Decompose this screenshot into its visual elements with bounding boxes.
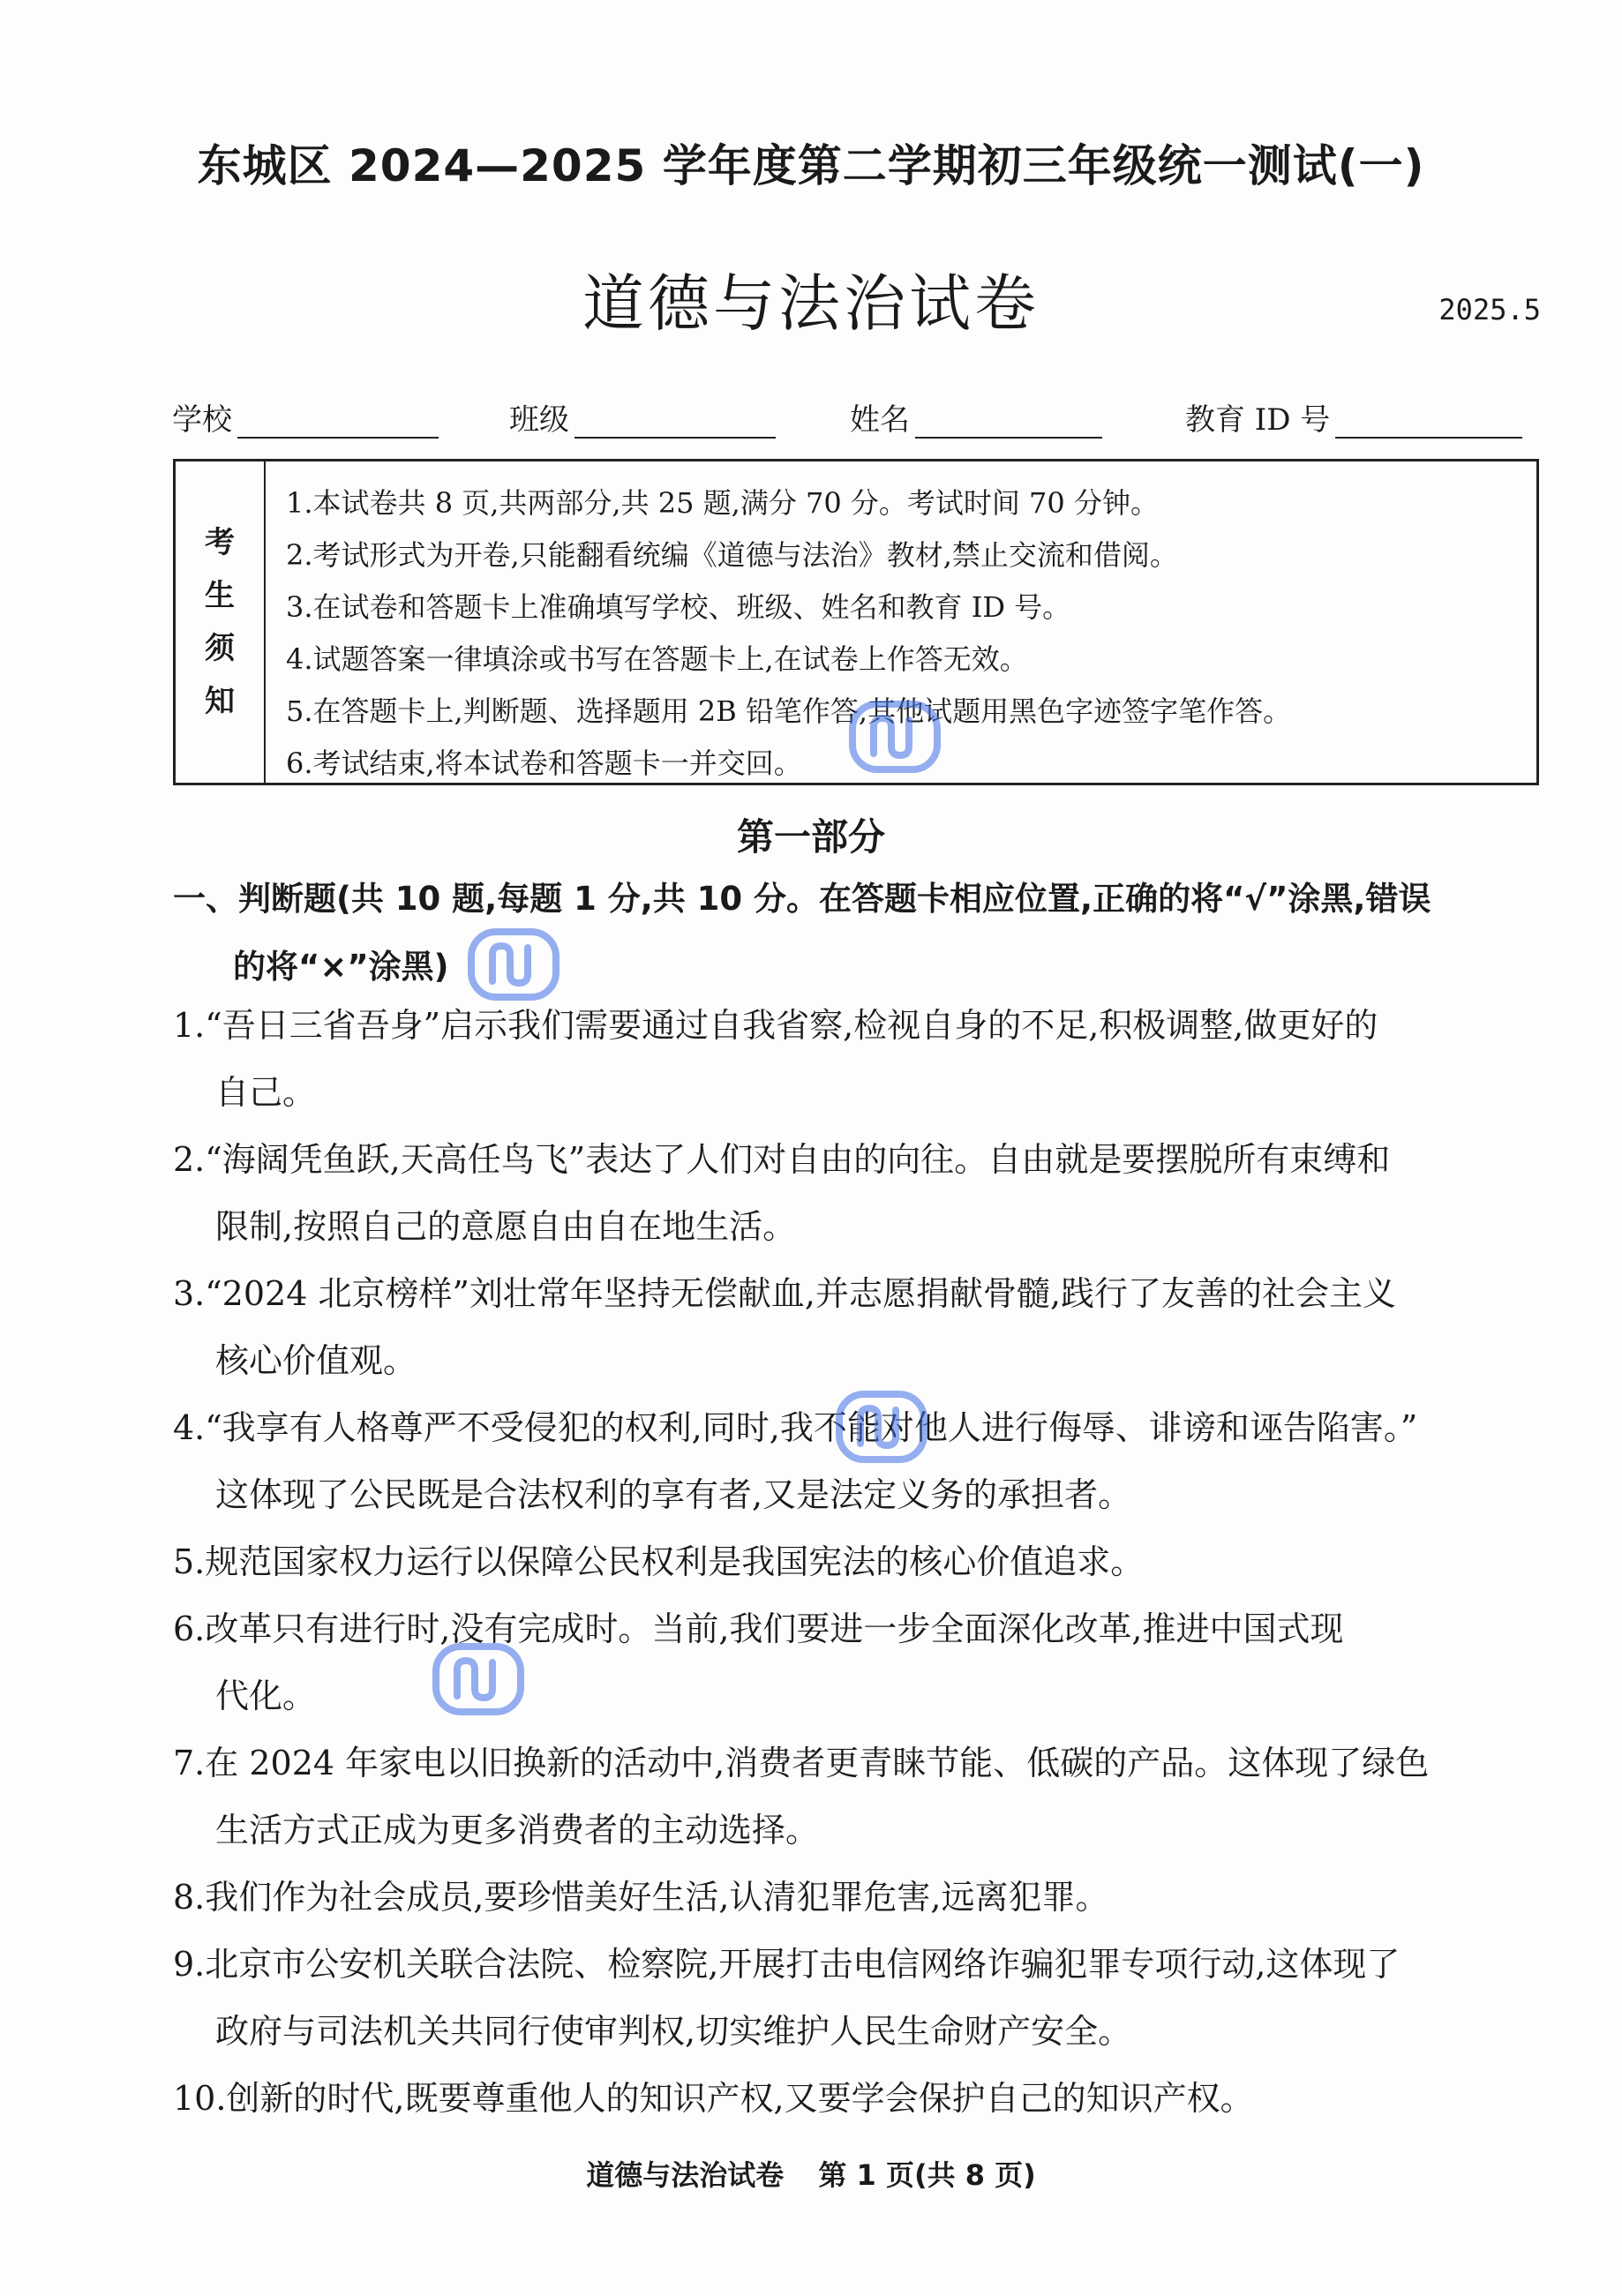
id-blank[interactable] <box>1335 401 1522 439</box>
question-item <box>173 1126 1543 1260</box>
school-blank[interactable] <box>237 401 439 439</box>
class-field[interactable] <box>509 395 776 439</box>
notice-item: 6.考试结束,将本试卷和答题卡一并交回。 <box>286 747 802 780</box>
question-line: 7.在 2024 年家电以旧换新的活动中,消费者更青睐节能、低碳的产品。这体现了绿色 <box>173 1744 1430 1782</box>
section-heading-line2: 的将“×”涂黑) <box>233 948 449 986</box>
question-item <box>173 1528 1543 1595</box>
watermark-logo-icon <box>834 1387 931 1467</box>
question-line-cont: 核心价值观。 <box>215 1341 417 1380</box>
question-line: 4.“我享有人格尊严不受侵犯的权利,同时,我不能对他人进行侮辱、诽谤和诬告陷害。” <box>173 1408 1418 1447</box>
paper-title: 道德与法治试卷 <box>582 267 1040 340</box>
class-blank[interactable] <box>574 401 776 439</box>
school-label: 学校 <box>172 402 232 438</box>
footer-page: 第 1 页(共 8 页) <box>818 2158 1036 2192</box>
question-line: 8.我们作为社会成员,要珍惜美好生活,认清犯罪危害,远离犯罪。 <box>173 1878 1109 1917</box>
footer-paper: 道德与法治试卷 <box>586 2158 785 2192</box>
notice-item: 1.本试卷共 8 页,共两部分,共 25 题,满分 70 分。考试时间 70 分钟。 <box>286 486 1159 520</box>
notice-side-char: 须 <box>205 631 235 666</box>
notice-item: 5.在答题卡上,判断题、选择题用 2B 铅笔作答,其他试题用黑色字迹签字笔作答。 <box>286 694 1292 728</box>
notice-item: 4.试题答案一律填涂或书写在答题卡上,在试卷上作答无效。 <box>286 642 1028 676</box>
name-label: 姓名 <box>850 402 910 438</box>
question-line-cont: 代化。 <box>215 1677 317 1715</box>
question-item <box>173 992 1543 1126</box>
question-line-cont: 自己。 <box>215 1073 317 1112</box>
question-item <box>173 1260 1543 1394</box>
id-field[interactable] <box>1185 395 1522 439</box>
question-line-cont: 这体现了公民既是合法权利的享有者,又是法定义务的承担者。 <box>215 1475 1132 1514</box>
question-line-cont: 生活方式正成为更多消费者的主动选择。 <box>215 1811 820 1850</box>
section-heading-line1: 一、判断题(共 10 题,每题 1 分,共 10 分。在答题卡相应位置,正确的将“√”涂黑,错误 <box>173 880 1431 918</box>
class-label: 班级 <box>509 402 569 438</box>
question-line-cont: 政府与司法机关共同行使审判权,切实维护人民生命财产安全。 <box>215 2012 1132 2051</box>
name-blank[interactable] <box>915 401 1102 439</box>
question-line: 9.北京市公安机关联合法院、检察院,开展打击电信网络诈骗犯罪专项行动,这体现了 <box>173 1945 1400 1984</box>
notice-side-char: 生 <box>205 578 235 613</box>
part-title: 第一部分 <box>736 815 885 859</box>
question-item <box>173 1730 1543 1864</box>
notice-side-char: 知 <box>205 684 235 719</box>
question-item <box>173 1595 1543 1730</box>
notice-item: 2.考试形式为开卷,只能翻看统编《道德与法治》教材,禁止交流和借阅。 <box>286 538 1178 572</box>
notice-side-char: 考 <box>205 525 235 560</box>
question-line: 1.“吾日三省吾身”启示我们需要通过自我省察,检视自身的不足,积极调整,做更好的 <box>173 1006 1378 1045</box>
student-info-row <box>172 395 1538 448</box>
question-item <box>173 1931 1543 2065</box>
exam-date: 2025.5 <box>1438 293 1541 326</box>
id-label: 教育 ID 号 <box>1185 402 1331 438</box>
question-item <box>173 1864 1543 1931</box>
notice-item: 3.在试卷和答题卡上准确填写学校、班级、姓名和教育 ID 号。 <box>286 590 1071 624</box>
school-field[interactable] <box>172 395 439 439</box>
question-line-cont: 限制,按照自己的意愿自由自在地生活。 <box>215 1207 797 1246</box>
question-line: 10.创新的时代,既要尊重他人的知识产权,又要学会保护自己的知识产权。 <box>173 2079 1254 2118</box>
notice-side-label <box>176 461 266 783</box>
exam-title: 东城区 2024—2025 学年度第二学期初三年级统一测试(一) <box>197 140 1425 191</box>
watermark-logo-icon <box>847 697 944 777</box>
page-footer <box>0 2153 1622 2194</box>
section-heading <box>173 865 1541 1001</box>
watermark-logo-icon <box>466 925 563 1004</box>
question-line: 5.规范国家权力运行以保障公民权利是我国宪法的核心价值追求。 <box>173 1542 1145 1581</box>
question-list <box>173 992 1543 2132</box>
question-line: 6.改革只有进行时,没有完成时。当前,我们要进一步全面深化改革,推进中国式现 <box>173 1609 1344 1648</box>
question-item <box>173 2065 1543 2132</box>
watermark-logo-icon <box>431 1639 528 1719</box>
name-field[interactable] <box>850 395 1102 439</box>
question-line: 2.“海阔凭鱼跃,天高任鸟飞”表达了人们对自由的向往。自由就是要摆脱所有束缚和 <box>173 1140 1391 1179</box>
question-line: 3.“2024 北京榜样”刘壮常年坚持无偿献血,并志愿捐献骨髓,践行了友善的社会主义 <box>173 1274 1397 1313</box>
